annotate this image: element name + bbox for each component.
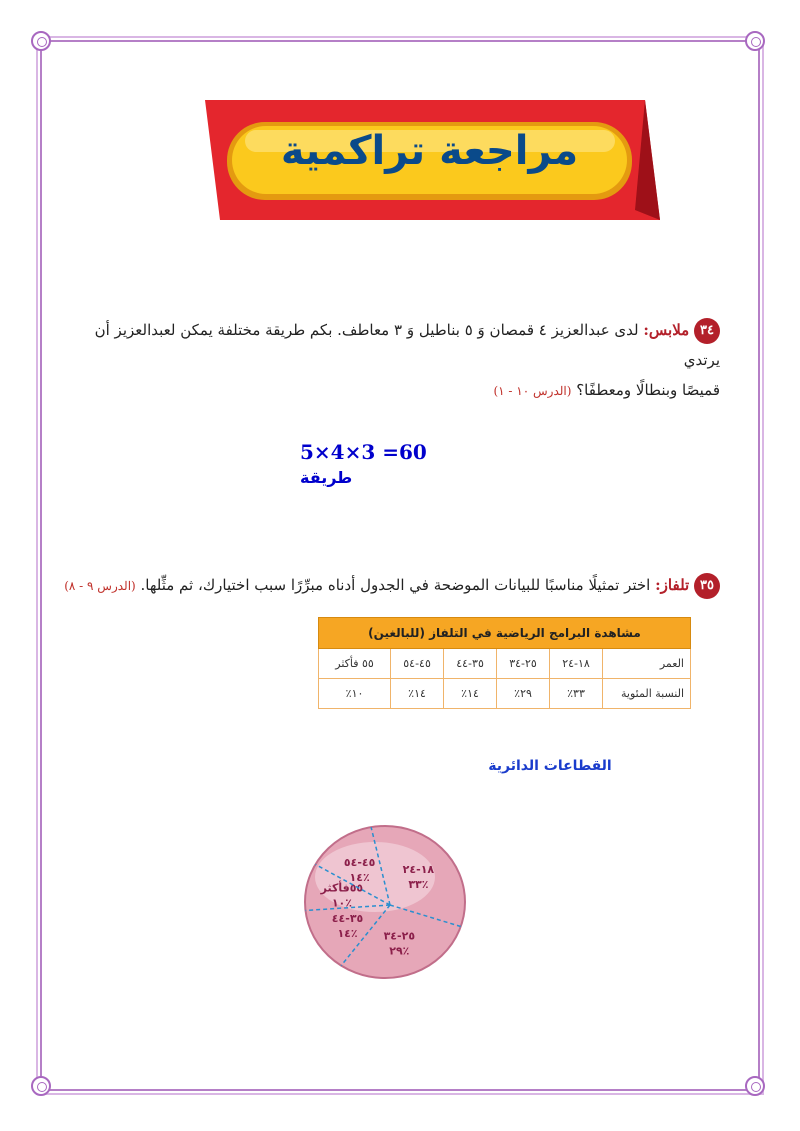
- pie-value-label: ١٤٪: [349, 870, 370, 884]
- table-cell: ١٤٪: [444, 679, 497, 709]
- pie-value-label: ١٤٪: [337, 926, 358, 940]
- pie-value-label: ٢٩٪: [389, 944, 410, 958]
- header-banner: [205, 100, 660, 225]
- question-text: لدى عبدالعزيز ٤ قمصان وَ ٥ بناطيل وَ ٣ معاطف. بكم طريقة مختلفة يمكن لعبدالعزيز أن يرتدي: [94, 321, 720, 369]
- table-cell: ٣٥-٤٤: [444, 649, 497, 679]
- question-number: ٣٤: [694, 318, 720, 344]
- corner-ornament: [745, 31, 765, 51]
- question-label: تلفاز:: [655, 576, 690, 594]
- table-row: [319, 679, 691, 709]
- table-cell: ٥٥ فأكثر: [319, 649, 391, 679]
- data-table: [318, 617, 691, 709]
- table-cell: ٢٥-٣٤: [497, 649, 550, 679]
- pie-value-label: ١٠٪: [331, 896, 352, 910]
- table-cell: ١٨-٢٤: [550, 649, 603, 679]
- table-row: [319, 649, 691, 679]
- row-header: النسبة المئوية: [603, 679, 691, 709]
- pie-category-label: ١٨-٢٤: [402, 862, 435, 876]
- pie-chart: [300, 822, 480, 982]
- corner-ornament: [31, 1076, 51, 1096]
- pie-category-label: ٣٥-٤٤: [331, 911, 364, 925]
- lesson-reference: (الدرس ١٠ - ١): [493, 384, 572, 398]
- table-title: مشاهدة البرامج الرياضية في التلفاز (للبالغين): [319, 618, 691, 649]
- answer-unit: طريقة: [300, 468, 353, 487]
- answer-35: القطاعات الدائرية: [488, 758, 612, 774]
- question-text-cont: قميصًا وبنطالًا ومعطفًا؟: [576, 381, 720, 399]
- table-cell: ٣٣٪: [550, 679, 603, 709]
- pie-category-label: ٢٥-٣٤: [383, 929, 416, 943]
- question-34: [80, 315, 720, 406]
- table-cell: ٢٩٪: [497, 679, 550, 709]
- lesson-reference: (الدرس ٩ - ٨): [64, 579, 136, 593]
- question-number: ٣٥: [694, 573, 720, 599]
- pie-value-label: ٣٣٪: [408, 877, 429, 891]
- question-text: اختر تمثيلًا مناسبًا للبيانات الموضحة في الجدول أدناه مبرِّرًا سبب اختيارك، ثم مثِّلها.: [140, 576, 651, 594]
- question-35: [20, 570, 720, 601]
- corner-ornament: [31, 31, 51, 51]
- question-label: ملابس:: [643, 321, 690, 339]
- pie-category-label: ٤٥-٥٤: [343, 855, 376, 869]
- table-cell: ١٠٪: [319, 679, 391, 709]
- pie-category-label: ٥٥فأكثر: [320, 881, 364, 895]
- answer-34: [300, 440, 480, 488]
- row-header: العمر: [603, 649, 691, 679]
- answer-expression: 5×4×3 =60: [300, 440, 427, 464]
- table-cell: ١٤٪: [391, 679, 444, 709]
- table-cell: ٤٥-٥٤: [391, 649, 444, 679]
- corner-ornament: [745, 1076, 765, 1096]
- page-title: مراجعة تراكمية: [280, 128, 579, 174]
